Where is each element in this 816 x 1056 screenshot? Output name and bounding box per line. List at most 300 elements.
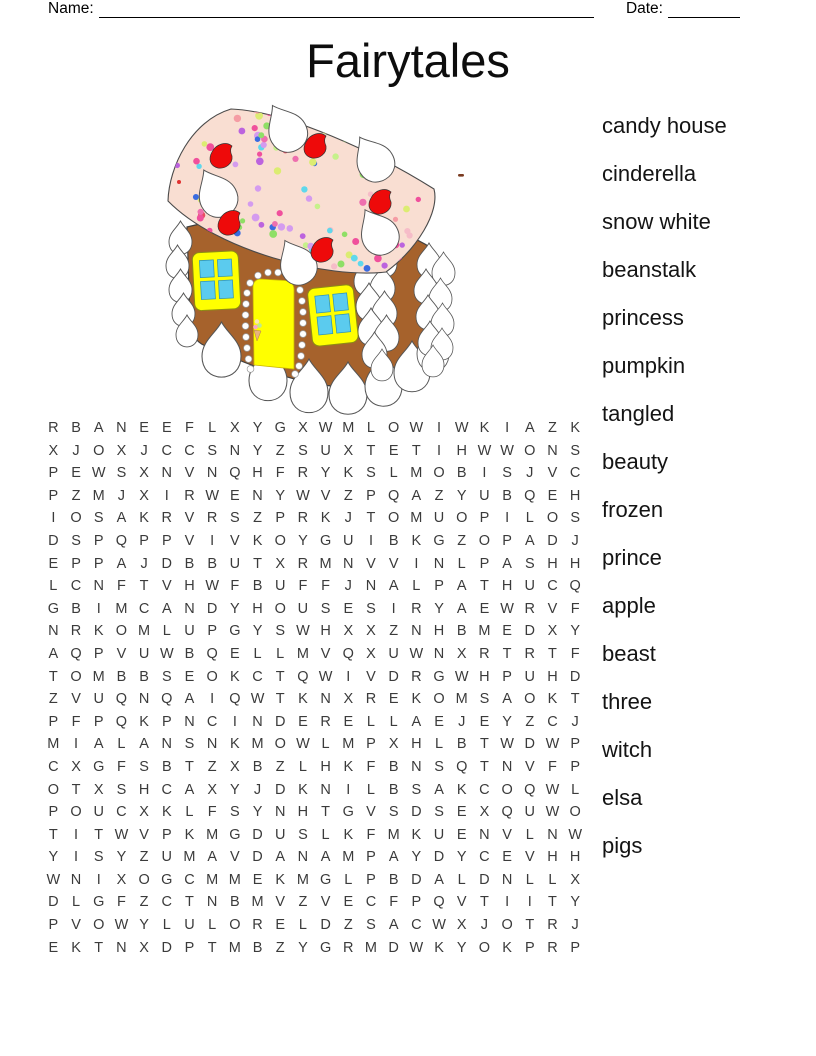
grid-cell: B [161,758,172,775]
grid-cell: F [275,465,285,482]
grid-cell: C [161,781,173,798]
grid-cell: U [479,487,490,504]
grid-cell: Q [70,645,82,662]
grid-cell: B [388,781,399,798]
grid-cell: U [161,849,173,866]
grid-cell: H [184,578,195,595]
grid-cell: S [71,532,81,549]
grid-cell: L [276,645,285,662]
grid-cell: A [139,736,149,753]
grid-cell: A [434,871,444,888]
grid-cell: A [116,510,127,527]
sprinkle-dot [193,158,200,165]
grid-cell: D [547,532,558,549]
sprinkle-dot [193,194,199,200]
grid-cell: S [139,758,149,775]
grid-cell: K [298,691,308,708]
grid-cell: G [319,939,332,956]
grid-cell: C [252,668,263,685]
stray-red-dot [177,180,181,184]
grid-cell: Y [456,487,467,504]
grid-cell: T [479,758,489,775]
grid-cell: O [478,532,491,549]
sprinkle-dot [404,228,410,234]
grid-cell: Y [139,917,149,934]
grid-cell: B [71,600,81,617]
grid-cell: U [433,826,445,843]
grid-cell: O [70,510,82,527]
grid-cell: F [116,894,126,911]
grid-cell: O [47,781,59,798]
sprinkle-dot [307,118,315,126]
grid-cell: J [571,713,579,730]
grid-cell: C [479,849,490,866]
grid-cell: K [434,939,444,956]
grid-cell: M [251,736,264,753]
grid-cell: E [139,420,149,436]
grid-cell: E [161,420,172,436]
sprinkle-dot [380,105,386,111]
grid-cell: U [93,804,104,821]
grid-cell: N [547,442,558,459]
grid-cell: G [433,668,445,685]
grid-cell: E [230,487,240,504]
grid-cell: J [140,555,148,572]
grid-cell: Y [230,781,240,798]
grid-cell: M [342,736,355,753]
grid-cell: N [93,578,104,595]
sprinkle-dot [398,134,404,140]
grid-cell: I [391,600,396,617]
grid-cell: F [548,758,557,775]
grid-cell: M [206,871,219,888]
grid-cell: B [71,420,81,436]
grid-cell: P [48,487,59,504]
grid-cell: B [252,758,263,775]
sprinkle-dot [192,104,199,111]
grid-cell: S [434,758,444,775]
grid-cell: O [501,781,513,798]
grid-cell: Q [524,487,536,504]
grid-cell: W [46,871,61,888]
sprinkle-dot [342,135,350,143]
grid-cell: S [93,510,104,527]
grid-cell: B [207,555,217,572]
grid-cell: X [456,645,467,662]
grid-cell: Y [456,849,467,866]
sprinkle-dot [300,233,306,239]
grid-cell: Z [71,487,81,504]
grid-cell: F [116,758,126,775]
grid-cell: S [184,736,195,753]
grid-cell: D [206,600,218,617]
grid-cell: V [547,600,558,617]
grid-cell: N [320,691,331,708]
grid-cell: P [411,894,422,911]
grid-cell: P [479,510,490,527]
grid-cell: I [437,420,442,436]
grid-cell: D [252,849,263,866]
grid-cell: F [366,826,376,843]
grid-cell: D [433,849,445,866]
grid-cell: U [524,668,536,685]
grid-cell: V [502,826,512,843]
grid-cell: H [138,781,150,798]
grid-cell: L [344,871,353,888]
grid-cell: J [458,713,466,730]
grid-cell: R [161,510,173,527]
grid-cell: G [47,600,59,617]
grid-cell: R [547,939,558,956]
grid-cell: O [70,804,82,821]
grid-cell: P [366,871,376,888]
grid-cell: I [232,713,237,730]
grid-cell: G [93,758,105,775]
grid-cell: D [274,713,286,730]
word-list-item: apple [602,593,656,618]
sprinkle-dot [259,222,265,228]
grid-cell: E [479,600,490,617]
grid-cell: Q [229,465,241,482]
grid-cell: P [366,849,376,866]
gingerbread-house-svg [157,97,469,415]
sprinkle-dot [346,130,352,136]
grid-cell: X [139,804,149,821]
grid-cell: A [48,645,59,662]
grid-cell: A [93,420,104,436]
grid-cell: W [250,691,265,708]
sprinkle-dot [359,199,366,206]
grid-cell: N [320,781,331,798]
sprinkle-dot [173,110,179,116]
grid-cell: P [207,623,217,640]
grid-cell: M [47,736,60,753]
grid-cell: T [479,736,489,753]
grid-cell: L [162,917,171,934]
grid-cell: O [546,510,559,527]
grid-cell: N [547,826,558,843]
grid-cell: R [524,645,536,662]
grid-cell: P [570,758,580,775]
date-blank-line [668,2,740,18]
stray-mark [458,174,464,177]
grid-cell: A [388,917,399,934]
grid-cell: M [410,465,423,482]
grid-cell: D [48,532,59,549]
sprinkle-dot [331,108,338,115]
grid-cell: B [456,465,467,482]
grid-cell: W [545,781,560,798]
grid-cell: S [479,691,490,708]
grid-cell: E [479,713,490,730]
grid-cell: V [230,532,240,549]
grid-cell: I [505,510,510,527]
grid-cell: T [185,894,194,911]
grid-cell: S [320,600,331,617]
grid-cell: K [343,465,354,482]
grid-cell: V [184,532,195,549]
grid-cell: P [366,487,376,504]
grid-cell: M [387,826,400,843]
grid-cell: I [414,555,419,572]
grid-cell: P [48,713,59,730]
grid-cell: W [114,826,129,843]
grid-cell: X [366,645,376,662]
grid-cell: O [433,465,445,482]
grid-cell: M [410,510,423,527]
grid-cell: T [275,691,285,708]
grid-cell: T [185,758,194,775]
sprinkle-dot [378,114,383,119]
grid-cell: U [320,442,331,459]
grid-cell: V [320,645,331,662]
sprinkle-dot [252,214,260,222]
grid-cell: Y [252,804,263,821]
grid-cell: E [434,713,444,730]
grid-cell: L [208,420,217,436]
word-list-item: snow white [602,209,711,234]
grid-cell: Q [229,691,241,708]
grid-cell: A [411,713,422,730]
grid-cell: E [184,668,195,685]
sprinkle-dot [306,195,312,201]
grid-cell: A [388,578,399,595]
grid-cell: H [569,555,581,572]
grid-cell: M [478,623,491,640]
sprinkle-dot [381,129,387,135]
grid-cell: L [525,510,534,527]
grid-cell: W [91,465,106,482]
grid-cell: G [319,871,332,888]
grid-cell: U [524,804,536,821]
sprinkle-dot [239,128,246,135]
grid-cell: V [184,510,195,527]
sprinkle-dot [389,121,395,127]
grid-cell: U [343,532,354,549]
grid-cell: M [92,487,105,504]
grid-cell: W [477,442,492,459]
grid-cell: E [343,600,354,617]
grid-cell: F [230,578,240,595]
grid-cell: X [388,736,399,753]
grid-cell: A [184,781,195,798]
grid-cell: X [547,623,558,640]
grid-cell: P [570,939,580,956]
grid-cell: P [93,713,104,730]
grid-cell: N [184,713,195,730]
sprinkle-dot [297,108,304,115]
grid-cell: N [116,420,127,436]
sprinkle-dot [181,134,189,142]
grid-cell: P [184,939,195,956]
grid-cell: W [114,917,129,934]
sprinkle-dot [414,133,419,138]
sprinkle-dot [278,223,285,230]
grid-cell: Q [342,645,354,662]
grid-cell: J [140,442,148,459]
grid-cell: Q [569,578,581,595]
grid-cell: G [229,623,241,640]
grid-cell: S [570,510,580,527]
grid-cell: U [433,510,445,527]
grid-cell: A [524,420,535,436]
grid-cell: W [318,668,333,685]
grid-cell: Y [48,849,59,866]
grid-cell: V [116,645,127,662]
grid-cell: W [454,420,469,436]
grid-cell: O [524,691,536,708]
grid-cell: Z [275,442,285,459]
grid-cell: W [296,623,310,640]
sprinkle-dot [353,132,359,138]
grid-cell: S [366,917,376,934]
grid-cell: Y [275,487,286,504]
grid-cell: K [275,871,286,888]
grid-cell: M [206,826,219,843]
grid-cell: N [184,600,195,617]
word-list-item: tangled [602,401,675,426]
grid-cell: X [230,758,240,775]
grid-cell: K [71,939,81,956]
grid-cell: Q [524,781,536,798]
grid-cell: U [274,826,286,843]
grid-cell: K [411,826,422,843]
grid-cell: Y [252,420,263,436]
sprinkle-dot [172,101,177,106]
grid-cell: N [433,645,445,662]
grid-cell: Q [206,645,218,662]
grid-cell: N [161,465,173,482]
sprinkle-dot [374,255,382,263]
grid-cell: K [343,758,354,775]
grid-cell: B [388,871,399,888]
grid-cell: D [388,939,399,956]
grid-cell: X [139,465,149,482]
grid-cell: I [164,487,169,504]
name-blank-line [99,2,594,18]
grid-cell: M [296,645,309,662]
sprinkle-dot [287,225,294,232]
grid-cell: B [184,645,195,662]
grid-cell: R [365,691,377,708]
grid-cell: S [93,849,104,866]
grid-cell: Q [115,691,128,708]
grid-cell: B [388,758,399,775]
grid-cell: K [298,781,308,798]
grid-cell: Y [230,600,240,617]
sprinkle-dot [269,230,277,238]
grid-cell: T [94,939,104,956]
grid-cell: P [161,532,172,549]
grid-cell: T [71,781,81,798]
grid-cell: B [252,939,263,956]
grid-cell: V [320,487,331,504]
grid-cell: O [569,804,581,821]
word-list-item: elsa [602,785,643,810]
grid-cell: X [93,781,104,798]
grid-cell: M [92,668,105,685]
word-list-item: beanstalk [602,257,697,282]
grid-cell: B [456,736,467,753]
grid-cell: X [116,442,127,459]
sprinkle-dot [284,104,290,110]
grid-cell: G [342,804,354,821]
sprinkle-dot [240,218,245,223]
grid-cell: Z [275,939,285,956]
grid-cell: P [502,532,512,549]
grid-cell: N [48,623,59,640]
grid-cell: N [501,758,513,775]
grid-cell: A [502,691,512,708]
grid-cell: T [479,578,489,595]
grid-cell: X [456,917,467,934]
left-window [192,251,241,311]
grid-cell: W [409,420,424,436]
grid-cell: Z [139,849,149,866]
grid-cell: A [456,578,467,595]
grid-cell: K [139,510,149,527]
grid-cell: N [411,623,422,640]
grid-cell: K [502,939,512,956]
sprinkle-dot [261,142,267,148]
sprinkle-dot [191,112,198,119]
grid-cell: U [274,578,286,595]
grid-cell: B [139,668,149,685]
grid-cell: K [479,420,490,436]
grid-cell: K [456,781,467,798]
grid-cell: Y [502,713,512,730]
grid-cell: R [48,420,59,436]
grid-cell: W [432,917,446,934]
grid-cell: Z [139,894,149,911]
grid-cell: E [547,487,558,504]
grid-cell: P [161,713,172,730]
grid-cell: J [344,510,352,527]
grid-cell: O [478,939,491,956]
sprinkle-dot [202,141,208,147]
sprinkle-dot [257,152,262,157]
sprinkle-dot [168,110,174,116]
grid-cell: E [343,894,354,911]
grid-cell: E [48,939,59,956]
grid-cell: S [388,804,399,821]
sprinkle-dot [248,201,254,207]
grid-cell: B [456,623,467,640]
grid-cell: Q [456,758,468,775]
grid-cell: J [571,917,579,934]
sprinkle-dot [424,174,430,180]
word-list-item: pumpkin [602,353,686,378]
grid-cell: K [252,532,263,549]
grid-cell: I [482,465,487,482]
grid-cell: C [547,578,558,595]
grid-cell: N [501,871,513,888]
sprinkle-dot [415,135,421,141]
grid-cell: X [366,623,376,640]
grid-cell: A [434,781,444,798]
grid-cell: O [115,623,128,640]
grid-cell: V [366,555,376,572]
grid-cell: R [411,668,422,685]
sprinkle-dot [255,185,261,191]
sprinkle-dot [258,132,264,138]
sprinkle-dot [351,255,358,262]
grid-cell: W [500,442,514,459]
grid-cell: I [74,736,79,753]
sprinkle-dot [274,167,281,174]
sprinkle-dot [165,164,172,171]
sprinkle-dot [364,265,371,272]
